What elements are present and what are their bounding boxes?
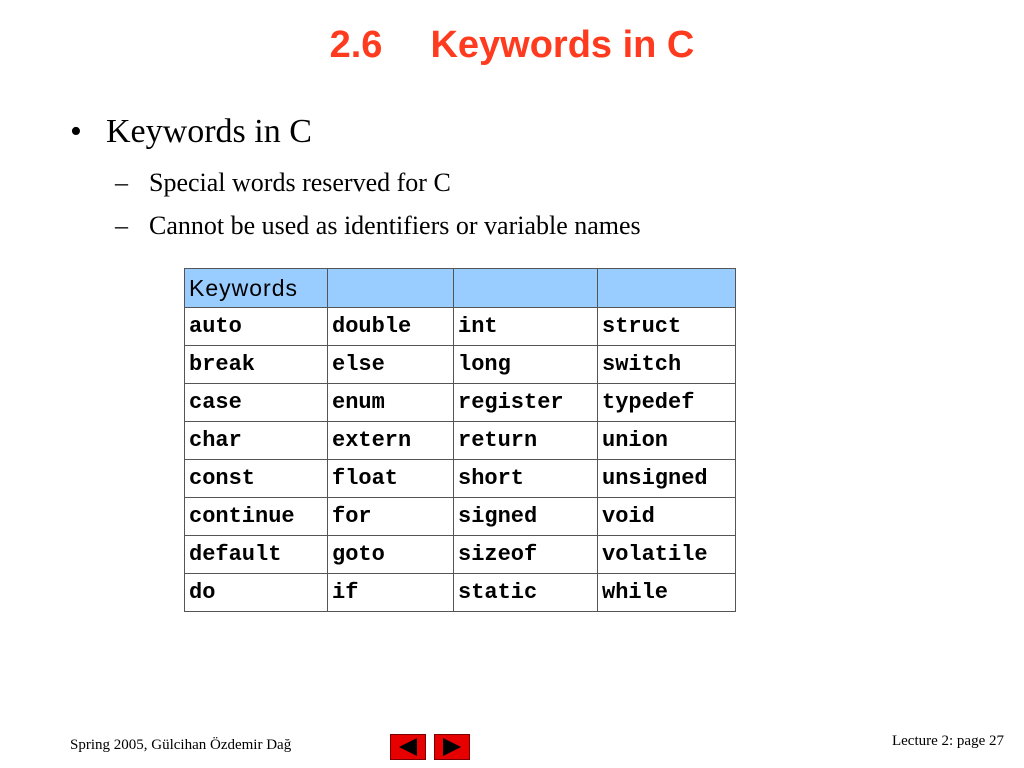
table-cell: static	[454, 574, 598, 612]
table-cell: case	[185, 384, 328, 422]
title-number: 2.6	[329, 24, 383, 66]
bullet-dot-icon: •	[70, 113, 82, 150]
table-header-row	[185, 269, 736, 308]
title-text: Keywords in C	[430, 24, 695, 66]
table-row	[185, 384, 736, 422]
table-cell: auto	[185, 308, 328, 346]
table-cell: extern	[328, 422, 454, 460]
previous-slide-button[interactable]	[390, 734, 426, 760]
bullet-main-text: Keywords in C	[106, 113, 312, 150]
table-cell: if	[328, 574, 454, 612]
table-row	[185, 308, 736, 346]
table-row	[185, 422, 736, 460]
table-cell: break	[185, 346, 328, 384]
table-cell: sizeof	[454, 536, 598, 574]
table-cell: enum	[328, 384, 454, 422]
table-row	[185, 346, 736, 384]
table-cell: void	[598, 498, 736, 536]
table-cell: struct	[598, 308, 736, 346]
sub-bullet-2-text: Cannot be used as identifiers or variable names	[149, 211, 641, 240]
table-cell: double	[328, 308, 454, 346]
triangle-left-icon	[391, 735, 425, 759]
table-cell: long	[454, 346, 598, 384]
table-cell: int	[454, 308, 598, 346]
keywords-table	[184, 268, 736, 612]
page-title	[0, 24, 1024, 67]
footer-credit: Spring 2005, Gülcihan Özdemir Dağ	[70, 737, 292, 753]
next-slide-button[interactable]	[434, 734, 470, 760]
triangle-right-icon	[435, 735, 469, 759]
table-row	[185, 536, 736, 574]
bullet-main	[70, 113, 312, 151]
table-cell: do	[185, 574, 328, 612]
table-cell: short	[454, 460, 598, 498]
sub-bullet-1-text: Special words reserved for C	[149, 168, 451, 197]
sub-bullet-1	[115, 168, 451, 198]
table-cell: return	[454, 422, 598, 460]
table-row	[185, 498, 736, 536]
table-cell: for	[328, 498, 454, 536]
table-cell: switch	[598, 346, 736, 384]
table-cell: float	[328, 460, 454, 498]
table-header-cell	[454, 269, 598, 308]
table-cell: const	[185, 460, 328, 498]
table-header-cell: Keywords	[185, 269, 328, 308]
table-row	[185, 574, 736, 612]
table-cell: continue	[185, 498, 328, 536]
sub-bullet-2	[115, 211, 641, 241]
table-cell: unsigned	[598, 460, 736, 498]
table-cell: while	[598, 574, 736, 612]
table-cell: signed	[454, 498, 598, 536]
dash-icon: –	[115, 168, 128, 197]
page-number: Lecture 2: page 27	[891, 733, 1004, 749]
table-cell: char	[185, 422, 328, 460]
table-cell: union	[598, 422, 736, 460]
table-cell: volatile	[598, 536, 736, 574]
table-cell: register	[454, 384, 598, 422]
table-cell: default	[185, 536, 328, 574]
dash-icon: –	[115, 211, 128, 240]
table-header-cell	[598, 269, 736, 308]
table-cell: goto	[328, 536, 454, 574]
table-row	[185, 460, 736, 498]
table-cell: else	[328, 346, 454, 384]
table-cell: typedef	[598, 384, 736, 422]
table-header-cell	[328, 269, 454, 308]
